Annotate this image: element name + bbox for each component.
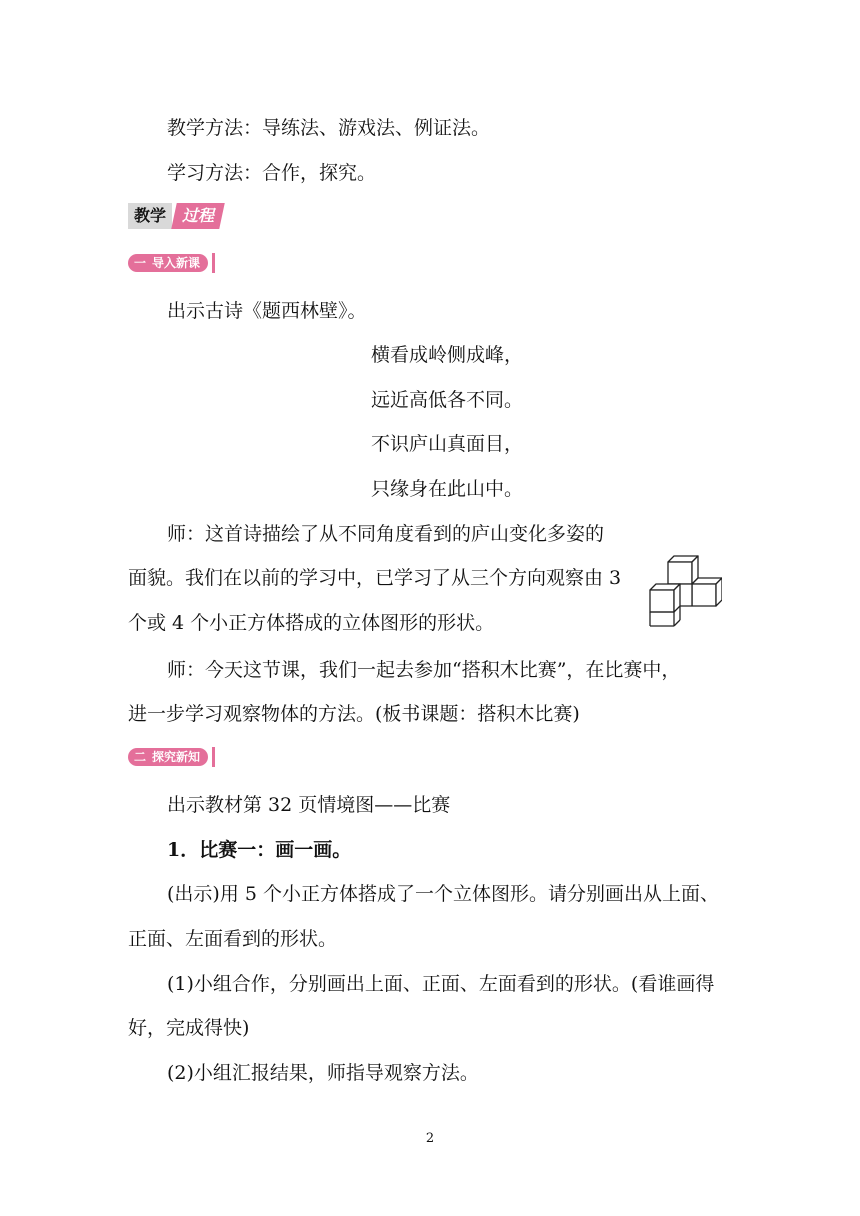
poem-line-3: 不识庐山真面目， bbox=[371, 433, 524, 455]
show-para-line2: 正面、左面看到的形状。 bbox=[128, 928, 338, 950]
learning-method: 学习方法：合作，探究。 bbox=[167, 162, 377, 184]
teacher-para1-line1: 师：这首诗描绘了从不同角度看到的庐山变化多姿的 bbox=[167, 523, 605, 545]
subsection-title-1: 导入新课 bbox=[152, 256, 201, 270]
header-part2-text: 过程 bbox=[182, 206, 215, 225]
cube-figure-image bbox=[646, 552, 722, 628]
step2-line: (2)小组汇报结果，师指导观察方法。 bbox=[167, 1062, 479, 1084]
teaching-process-header bbox=[128, 203, 222, 229]
teacher-para2-line2: 进一步学习观察物体的方法。(板书课题：搭积木比赛) bbox=[128, 703, 580, 725]
teaching-method: 教学方法：导练法、游戏法、例证法。 bbox=[167, 117, 491, 139]
contest-title: 1．比赛一：画一画。 bbox=[167, 839, 352, 861]
step1-line2: 好，完成得快) bbox=[128, 1017, 250, 1039]
subsection-header-1 bbox=[128, 253, 215, 273]
page-number: 2 bbox=[425, 1131, 435, 1146]
header-part2 bbox=[171, 203, 225, 229]
subsection-pill-1 bbox=[128, 254, 208, 272]
step1-line1: (1)小组合作，分别画出上面、正面、左面看到的形状。(看谁画得 bbox=[167, 973, 715, 995]
intro-line: 出示古诗《题西林壁》。 bbox=[167, 300, 367, 322]
teacher-para2-line1: 师：今天这节课，我们一起去参加“搭积木比赛”，在比赛中， bbox=[167, 659, 681, 681]
subsection-number-2: 二 bbox=[134, 750, 147, 764]
subsection-bar-2 bbox=[212, 747, 215, 767]
poem-line-1: 横看成岭侧成峰， bbox=[371, 344, 524, 366]
subsection-title-2: 探究新知 bbox=[152, 750, 201, 764]
teacher-para1-line3: 个或 4 个小正方体搭成的立体图形的形状。 bbox=[128, 612, 495, 634]
show-line: 出示教材第 32 页情境图——比赛 bbox=[167, 794, 451, 816]
poem-line-2: 远近高低各不同。 bbox=[371, 389, 524, 411]
subsection-number-1: 一 bbox=[134, 256, 147, 270]
subsection-bar-1 bbox=[212, 253, 215, 273]
header-part1: 教学 bbox=[128, 203, 172, 229]
poem-line-4: 只缘身在此山中。 bbox=[371, 478, 524, 500]
teacher-para1-line2: 面貌。我们在以前的学习中，已学习了从三个方向观察由 3 bbox=[128, 567, 622, 589]
subsection-header-2 bbox=[128, 747, 215, 767]
show-para-line1: (出示)用 5 个小正方体搭成了一个立体图形。请分别画出从上面、 bbox=[167, 883, 719, 905]
subsection-pill-2 bbox=[128, 748, 208, 766]
